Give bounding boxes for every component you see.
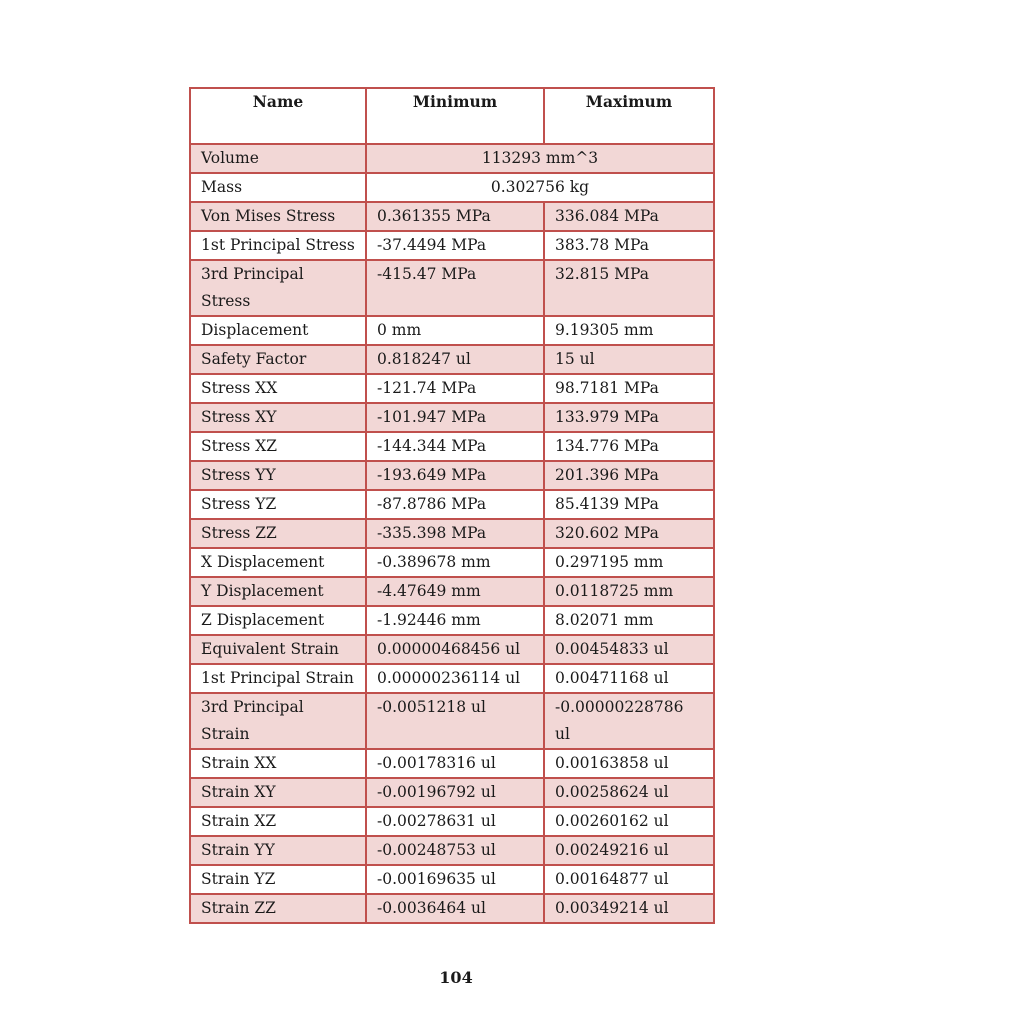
row-name: Strain XY (190, 778, 366, 807)
row-maximum: 134.776 MPa (544, 432, 714, 461)
row-minimum: -121.74 MPa (366, 374, 544, 403)
row-minimum: 0.00000468456 ul (366, 635, 544, 664)
row-minimum: 0.361355 MPa (366, 202, 544, 231)
table-header (190, 88, 714, 144)
row-maximum: 0.00471168 ul (544, 664, 714, 693)
table-row (190, 894, 714, 923)
row-name: Z Displacement (190, 606, 366, 635)
row-name: 3rd Principal Strain (190, 693, 366, 749)
row-maximum: 8.02071 mm (544, 606, 714, 635)
table-row (190, 807, 714, 836)
row-name: Strain ZZ (190, 894, 366, 923)
row-name: 1st Principal Strain (190, 664, 366, 693)
row-maximum: 0.00454833 ul (544, 635, 714, 664)
row-minimum: -87.8786 MPa (366, 490, 544, 519)
row-name: Stress ZZ (190, 519, 366, 548)
table-row (190, 693, 714, 749)
table-row (190, 231, 714, 260)
row-maximum: 0.00258624 ul (544, 778, 714, 807)
row-minimum: -0.00178316 ul (366, 749, 544, 778)
row-maximum: 0.297195 mm (544, 548, 714, 577)
row-minimum: -101.947 MPa (366, 403, 544, 432)
row-maximum: 0.00249216 ul (544, 836, 714, 865)
row-name: Strain XZ (190, 807, 366, 836)
table-row (190, 519, 714, 548)
row-minimum: -415.47 MPa (366, 260, 544, 316)
row-name: 1st Principal Stress (190, 231, 366, 260)
row-minimum: -144.344 MPa (366, 432, 544, 461)
row-maximum: 15 ul (544, 345, 714, 374)
row-minimum: -0.389678 mm (366, 548, 544, 577)
row-name: Strain XX (190, 749, 366, 778)
table-row (190, 749, 714, 778)
row-name: Volume (190, 144, 366, 173)
row-name: Von Mises Stress (190, 202, 366, 231)
row-maximum: 0.00164877 ul (544, 865, 714, 894)
table-row (190, 345, 714, 374)
row-minimum: -0.00248753 ul (366, 836, 544, 865)
table-row (190, 260, 714, 316)
header-minimum: Minimum (366, 88, 544, 144)
row-name: Stress XZ (190, 432, 366, 461)
row-maximum: 0.00349214 ul (544, 894, 714, 923)
table-row (190, 461, 714, 490)
table-row (190, 403, 714, 432)
row-maximum: -0.00000228786 ul (544, 693, 714, 749)
row-minimum: -0.0051218 ul (366, 693, 544, 749)
table-row (190, 548, 714, 577)
header-name: Name (190, 88, 366, 144)
row-maximum: 133.979 MPa (544, 403, 714, 432)
row-maximum: 98.7181 MPa (544, 374, 714, 403)
row-name: Y Displacement (190, 577, 366, 606)
row-name: Displacement (190, 316, 366, 345)
row-maximum: 85.4139 MPa (544, 490, 714, 519)
row-minimum: -193.649 MPa (366, 461, 544, 490)
row-minimum: -0.00169635 ul (366, 865, 544, 894)
table-row-volume (190, 144, 714, 173)
row-minimum: 0 mm (366, 316, 544, 345)
table-row (190, 202, 714, 231)
row-minimum: -4.47649 mm (366, 577, 544, 606)
row-minimum: 0.818247 ul (366, 345, 544, 374)
table-row (190, 635, 714, 664)
page-number: 104 (439, 968, 473, 987)
row-maximum: 0.0118725 mm (544, 577, 714, 606)
row-maximum: 0.00260162 ul (544, 807, 714, 836)
row-maximum: 32.815 MPa (544, 260, 714, 316)
row-maximum: 336.084 MPa (544, 202, 714, 231)
row-minimum: -0.00278631 ul (366, 807, 544, 836)
row-minimum: -0.00196792 ul (366, 778, 544, 807)
row-maximum: 383.78 MPa (544, 231, 714, 260)
table-row-mass (190, 173, 714, 202)
table-row (190, 374, 714, 403)
row-name: Stress XY (190, 403, 366, 432)
row-name: Equivalent Strain (190, 635, 366, 664)
table-row (190, 606, 714, 635)
row-maximum: 201.396 MPa (544, 461, 714, 490)
table-row (190, 490, 714, 519)
table-row (190, 865, 714, 894)
row-name: Strain YY (190, 836, 366, 865)
row-maximum: 9.19305 mm (544, 316, 714, 345)
table-row (190, 836, 714, 865)
table-row (190, 577, 714, 606)
results-table (189, 87, 715, 924)
row-minimum: 0.00000236114 ul (366, 664, 544, 693)
row-minimum: -1.92446 mm (366, 606, 544, 635)
row-name: Stress XX (190, 374, 366, 403)
row-minimum: -37.4494 MPa (366, 231, 544, 260)
table-row (190, 432, 714, 461)
row-name: Stress YZ (190, 490, 366, 519)
table-row (190, 316, 714, 345)
row-name: Mass (190, 173, 366, 202)
row-maximum: 320.602 MPa (544, 519, 714, 548)
row-value: 0.302756 kg (366, 173, 714, 202)
row-name: Stress YY (190, 461, 366, 490)
row-name: X Displacement (190, 548, 366, 577)
row-maximum: 0.00163858 ul (544, 749, 714, 778)
table-row (190, 664, 714, 693)
row-minimum: -335.398 MPa (366, 519, 544, 548)
table-body (190, 144, 714, 923)
row-name: 3rd Principal Stress (190, 260, 366, 316)
table-row (190, 778, 714, 807)
header-maximum: Maximum (544, 88, 714, 144)
row-minimum: -0.0036464 ul (366, 894, 544, 923)
row-value: 113293 mm^3 (366, 144, 714, 173)
row-name: Strain YZ (190, 865, 366, 894)
row-name: Safety Factor (190, 345, 366, 374)
